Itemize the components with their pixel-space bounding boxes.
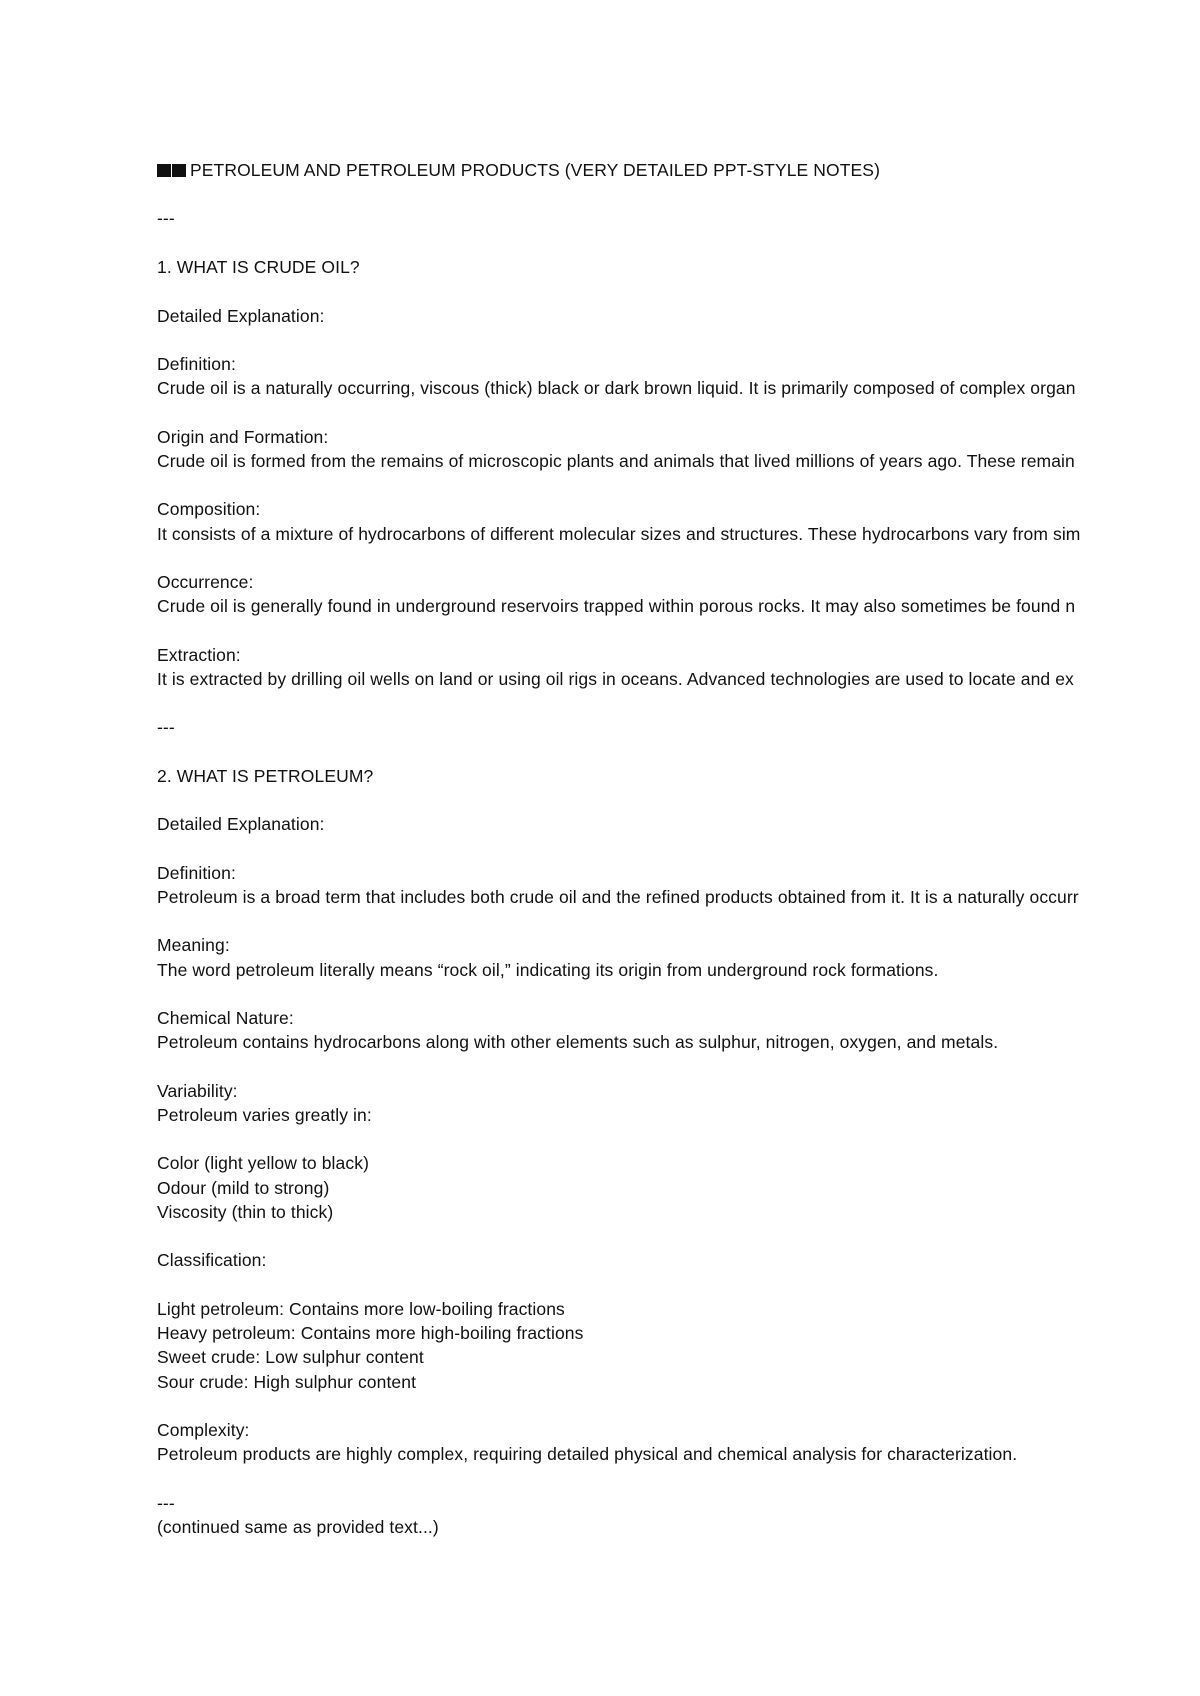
document-title	[157, 159, 880, 182]
list-item: Sweet crude: Low sulphur content	[157, 1347, 424, 1367]
complexity-label: Complexity:	[157, 1420, 250, 1440]
occurrence-label: Occurrence:	[157, 572, 254, 592]
list-item: Viscosity (thin to thick)	[157, 1202, 334, 1222]
occurrence-text: Crude oil is generally found in underground reservoirs trapped within porous rocks. It may also sometimes be found n	[157, 596, 1076, 616]
section-heading: 2. WHAT IS PETROLEUM?	[157, 766, 374, 786]
list-item: Color (light yellow to black)	[157, 1153, 370, 1173]
chemical-nature-text: Petroleum contains hydrocarbons along with other elements such as sulphur, nitrogen, oxygen, and metals.	[157, 1032, 999, 1052]
definition-label: Definition:	[157, 863, 236, 883]
black-squares-icon	[157, 160, 187, 182]
composition-text: It consists of a mixture of hydrocarbons of different molecular sizes and structures. These hydrocarbons vary from sim	[157, 524, 1081, 544]
meaning-text: The word petroleum literally means “rock oil,” indicating its origin from underground rock formations.	[157, 960, 939, 980]
separator: ---	[157, 717, 175, 737]
section-subheading: Detailed Explanation:	[157, 306, 325, 326]
complexity-text: Petroleum products are highly complex, requiring detailed physical and chemical analysis for characterization.	[157, 1444, 1018, 1464]
list-item: Odour (mild to strong)	[157, 1178, 330, 1198]
section-subheading: Detailed Explanation:	[157, 814, 325, 834]
list-item: Sour crude: High sulphur content	[157, 1372, 417, 1392]
separator: ---	[157, 1493, 175, 1513]
extraction-label: Extraction:	[157, 645, 241, 665]
definition-text: Crude oil is a naturally occurring, viscous (thick) black or dark brown liquid. It is primarily composed of complex organ	[157, 378, 1076, 398]
list-item: Light petroleum: Contains more low-boiling fractions	[157, 1299, 565, 1319]
classification-label: Classification:	[157, 1250, 267, 1270]
variability-label: Variability:	[157, 1081, 238, 1101]
extraction-text: It is extracted by drilling oil wells on land or using oil rigs in oceans. Advanced technologies are used to locate and ex	[157, 669, 1074, 689]
origin-text: Crude oil is formed from the remains of microscopic plants and animals that lived millions of years ago. These remain	[157, 451, 1075, 471]
list-item: Heavy petroleum: Contains more high-boiling fractions	[157, 1323, 584, 1343]
document-title-text: PETROLEUM AND PETROLEUM PRODUCTS (VERY DETAILED PPT-STYLE NOTES)	[190, 160, 881, 180]
composition-label: Composition:	[157, 499, 261, 519]
section-heading: 1. WHAT IS CRUDE OIL?	[157, 257, 360, 277]
separator: ---	[157, 208, 175, 228]
definition-label: Definition:	[157, 354, 236, 374]
meaning-label: Meaning:	[157, 935, 230, 955]
variability-text: Petroleum varies greatly in:	[157, 1105, 372, 1125]
chemical-nature-label: Chemical Nature:	[157, 1008, 294, 1028]
origin-label: Origin and Formation:	[157, 427, 329, 447]
definition-text: Petroleum is a broad term that includes both crude oil and the refined products obtained from it. It is a naturally occurr	[157, 887, 1079, 907]
continuation-note: (continued same as provided text...)	[157, 1517, 439, 1537]
